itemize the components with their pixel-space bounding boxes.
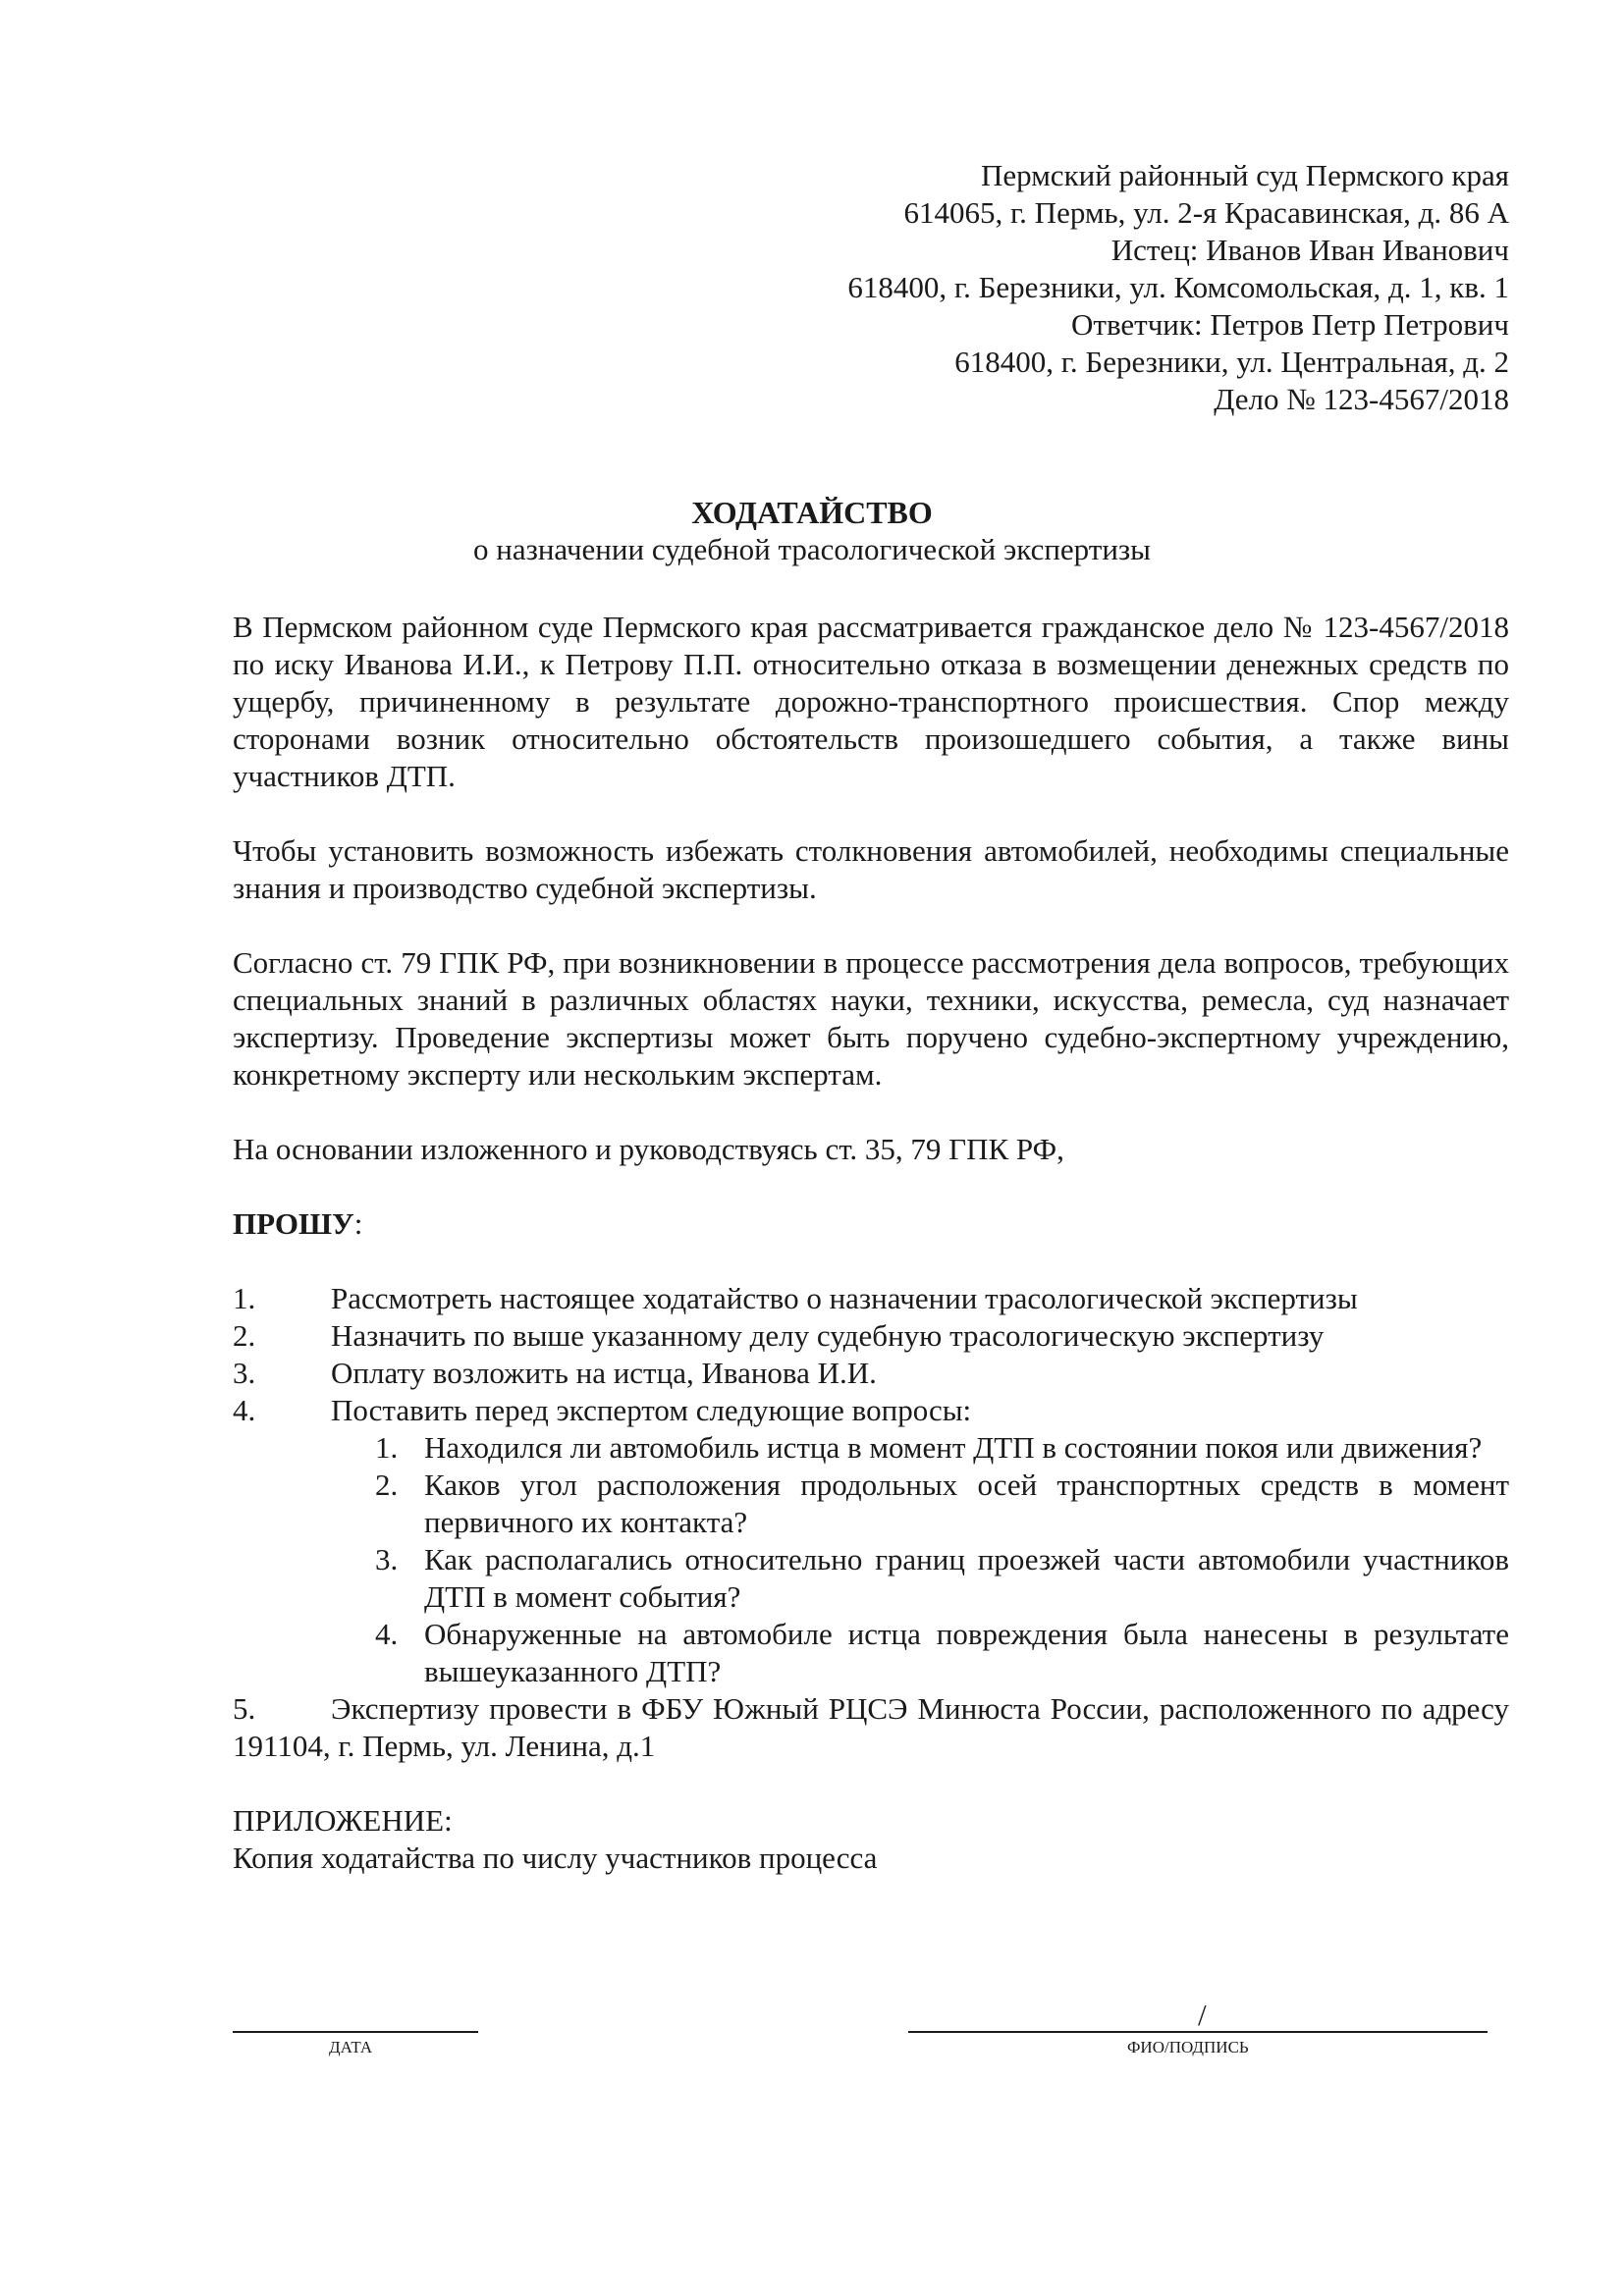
request-colon: : (353, 1206, 363, 1241)
title-block (0, 494, 1624, 568)
question-number: 3. (375, 1542, 399, 1576)
appendix-text: Копия ходатайства по числу участников процесса (233, 1841, 878, 1875)
case-number: Дело № 123-4567/2018 (1214, 382, 1509, 416)
list-item-number: 1. (233, 1281, 256, 1315)
request-list (233, 1280, 1509, 1765)
question-number: 1. (375, 1430, 399, 1465)
paragraph-case: В Пермском районном суде Пермского края рассматривается гражданское дело № 123-4567/2018 по иску Иванова И.И., к Петрову П.П. относительно отказа в возмещении денежных средств по ущербу, причиненному в результате дорожно-транспортного происшествия. Спор между сторонами возник относительно обстоятельств произошедшего события, а также вины участников ДТП. (233, 610, 1509, 793)
question-item (375, 1616, 1509, 1690)
defendant-name: Ответчик: Петров Петр Петрович (1071, 307, 1509, 342)
plaintiff-address: 618400, г. Березники, ул. Комсомольская, д. 1, кв. 1 (847, 270, 1509, 304)
signature-slash: / (1198, 1998, 1207, 2032)
paragraph-basis: На основании изложенного и руководствуясь ст. 35, 79 ГПК РФ, (233, 1132, 1064, 1166)
list-item (233, 1317, 1509, 1355)
list-item-text: Рассмотреть настоящее ходатайство о назначении трасологической экспертизы (331, 1281, 1358, 1315)
name-signature-caption: ФИО/ПОДПИСЬ (1127, 2038, 1249, 2056)
request-word: ПРОШУ (233, 1206, 354, 1241)
request-heading (233, 1205, 1509, 1243)
question-item (375, 1429, 1509, 1467)
signature-block (0, 1998, 1624, 2061)
question-text: Обнаруженные на автомобиле истца повреждения была нанесены в результате вышеуказанного ДТП? (424, 1617, 1509, 1688)
list-item-text: Назначить по выше указанному делу судебную трасологическую экспертизу (331, 1318, 1325, 1353)
list-item (233, 1392, 1509, 1429)
list-item-text: Поставить перед экспертом следующие вопросы: (331, 1393, 972, 1427)
appendix (233, 1802, 1509, 1877)
list-item-number: 5. (233, 1691, 256, 1726)
appendix-heading: ПРИЛОЖЕНИЕ: (233, 1803, 453, 1838)
defendant-address: 618400, г. Березники, ул. Центральная, д. 2 (954, 345, 1509, 379)
list-item-text: Оплату возложить на истца, Иванова И.И. (331, 1356, 877, 1390)
list-item-number: 4. (233, 1393, 256, 1427)
list-item-expert-institution (233, 1690, 1509, 1765)
date-caption: ДАТА (329, 2038, 373, 2056)
list-item-number: 2. (233, 1318, 256, 1353)
question-text: Каков угол расположения продольных осей транспортных средств в момент первичного их контакта? (424, 1468, 1509, 1539)
paragraph-law: Согласно ст. 79 ГПК РФ, при возникновении в процессе рассмотрения дела вопросов, требующих специальных знаний в различных областях науки, техники, искусства, ремесла, суд назначает экспертизу. Проведение экспертизы может быть поручено судебно-экспертному учреждению, конкретному эксперту или нескольким экспертам. (233, 945, 1509, 1092)
question-item (375, 1467, 1509, 1541)
question-text: Как располагались относительно границ проезжей части автомобили участников ДТП в момент события? (424, 1542, 1509, 1614)
list-item (233, 1280, 1509, 1317)
document-subtitle: о назначении судебной трасологической экспертизы (473, 532, 1151, 566)
list-item (233, 1355, 1509, 1392)
document-body (233, 609, 1509, 1877)
list-item-text: Экспертизу провести в ФБУ Южный РЦСЭ Минюста России, расположенного по адресу 191104, г. Пермь, ул. Ленина, д.1 (233, 1691, 1509, 1763)
question-text: Находился ли автомобиль истца в момент ДТП в состоянии покоя или движения? (424, 1430, 1483, 1465)
date-line (233, 2031, 478, 2033)
question-number: 4. (375, 1617, 399, 1651)
document-title: ХОДАТАЙСТВО (691, 495, 933, 530)
question-number: 2. (375, 1468, 399, 1502)
questions-list (375, 1429, 1509, 1690)
list-item-number: 3. (233, 1356, 256, 1390)
addressee-block (847, 157, 1509, 418)
paragraph-need: Чтобы установить возможность избежать столкновения автомобилей, необходимы специальные знания и производство судебной экспертизы. (233, 833, 1509, 905)
plaintiff-name: Истец: Иванов Иван Иванович (1110, 233, 1509, 267)
question-item (375, 1541, 1509, 1616)
court-address: 614065, г. Пермь, ул. 2-я Красавинская, д. 86 А (903, 195, 1509, 230)
court-name: Пермский районный суд Пермского края (981, 158, 1509, 192)
